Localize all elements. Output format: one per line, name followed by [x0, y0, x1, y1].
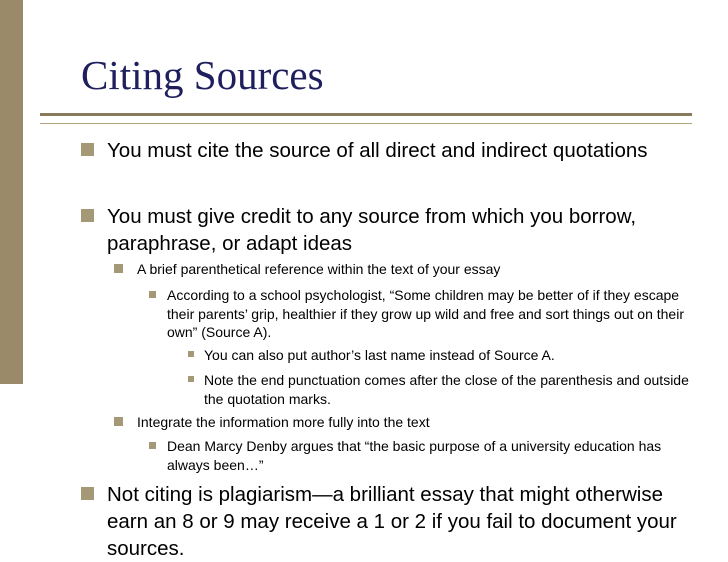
square-bullet-icon [188, 351, 194, 357]
sub-sub-bullet-item-1 [149, 286, 689, 342]
bullet-text: A brief parenthetical reference within the text of your essay [137, 261, 501, 277]
bullet-text: You must cite the source of all direct and indirect quotations [107, 139, 648, 162]
bullet-text: You can also put author’s last name instead of Source A. [204, 347, 555, 363]
square-bullet-icon [149, 442, 156, 449]
square-bullet-icon [114, 417, 123, 426]
bullet-text: Integrate the information more fully into the text [137, 414, 430, 430]
sub-bullet-item-1 [114, 260, 674, 278]
left-accent-bar [0, 0, 23, 384]
bullet-text: Not citing is plagiarism—a brilliant essay that might otherwise earn an 8 or 9 may receive a 1 or 2 if you fail to document your sources. [107, 483, 677, 560]
bullet-text: Note the end punctuation comes after the close of the parenthesis and outside the quotation marks. [204, 372, 689, 407]
square-bullet-icon [81, 209, 94, 222]
bullet-text: Dean Marcy Denby argues that “the basic purpose of a university education has always been…” [167, 438, 662, 473]
title-divider-thin [40, 123, 692, 124]
level4-bullet-item-1 [188, 346, 688, 365]
square-bullet-icon [149, 291, 156, 298]
bullet-item-2 [81, 203, 681, 257]
bullet-text: According to a school psychologist, “Some children may be better of if they escape their parents’ grip, healthier if they grow up wild and free and sort things out on their own” (Source A). [167, 287, 684, 340]
square-bullet-icon [81, 487, 94, 500]
square-bullet-icon [188, 376, 194, 382]
bullet-item-1 [81, 137, 661, 164]
level4-bullet-item-2 [188, 371, 698, 408]
sub-bullet-item-2 [114, 413, 674, 431]
slide-title: Citing Sources [81, 52, 324, 98]
bullet-item-3 [81, 481, 696, 562]
title-divider [40, 113, 692, 116]
sub-sub-bullet-item-2 [149, 437, 689, 474]
square-bullet-icon [81, 143, 94, 156]
square-bullet-icon [114, 264, 123, 273]
bullet-text: You must give credit to any source from which you borrow, paraphrase, or adapt ideas [107, 205, 637, 255]
